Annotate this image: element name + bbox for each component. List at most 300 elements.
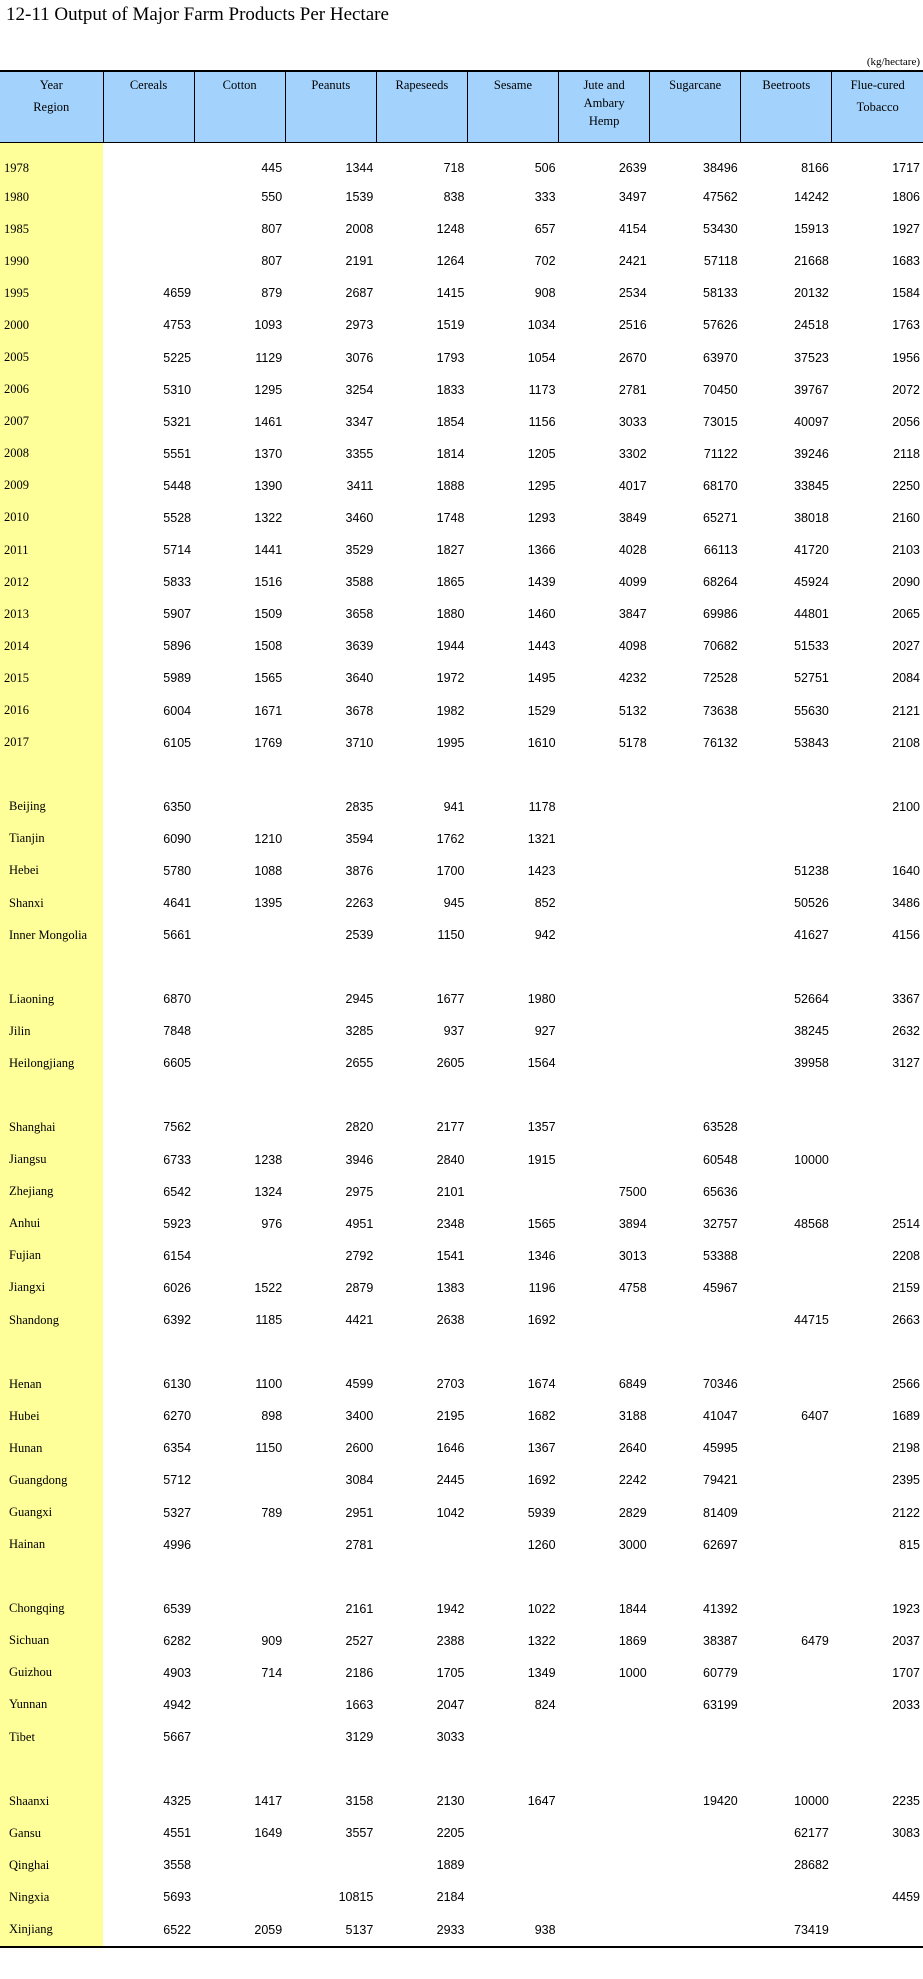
header-line: Tobacco — [856, 100, 899, 114]
table-cell: 38018 — [794, 510, 829, 525]
region-label: Sichuan — [0, 1625, 103, 1657]
table-cell: 2084 — [892, 671, 920, 686]
table-cell: 3033 — [436, 1730, 465, 1745]
table-cell: 3847 — [618, 607, 647, 622]
region-row — [0, 1657, 923, 1689]
table-cell: 1915 — [527, 1152, 556, 1167]
region-row — [0, 1914, 923, 1947]
table-cell: 57626 — [703, 318, 738, 333]
region-label: Hunan — [0, 1432, 103, 1464]
table-cell — [650, 919, 741, 951]
table-cell: 1150 — [437, 928, 465, 943]
table-cell — [741, 1721, 832, 1753]
table-cell: 2945 — [345, 992, 374, 1007]
spacer-cell — [103, 1753, 194, 1785]
table-cell: 51533 — [794, 639, 829, 654]
table-cell — [650, 1721, 741, 1753]
region-label: Inner Mongolia — [0, 919, 103, 951]
region-label: Hainan — [0, 1529, 103, 1561]
table-cell: 2639 — [618, 161, 647, 175]
page-title: 12-11 Output of Major Farm Products Per Hectare — [6, 4, 389, 25]
unit-label: (kg/hectare) — [866, 56, 920, 68]
table-cell: 3558 — [163, 1858, 192, 1873]
region-label: Anhui — [0, 1208, 103, 1240]
spacer-row — [0, 759, 923, 791]
table-cell: 815 — [899, 1537, 920, 1552]
table-cell: 1674 — [527, 1377, 556, 1392]
table-cell: 1439 — [527, 575, 556, 590]
table-cell: 4753 — [163, 318, 192, 333]
table-cell: 2632 — [892, 1024, 920, 1039]
table-cell: 58133 — [703, 286, 738, 301]
table-cell: 1762 — [436, 831, 465, 846]
year-label: 1995 — [0, 277, 103, 309]
spacer-cell — [376, 759, 467, 791]
region-row — [0, 1272, 923, 1304]
table-cell — [467, 1176, 558, 1208]
table-cell — [741, 1240, 832, 1272]
table-cell: 718 — [443, 161, 465, 175]
year-label: 2017 — [0, 727, 103, 759]
table-cell — [194, 1047, 285, 1079]
table-cell: 2059 — [194, 1914, 285, 1947]
table-cell: 3710 — [345, 735, 374, 750]
table-cell — [741, 791, 832, 823]
table-cell: 3460 — [345, 510, 374, 525]
table-cell: 2605 — [436, 1056, 465, 1071]
table-cell: 2008 — [345, 222, 374, 237]
region-label: Tibet — [0, 1721, 103, 1753]
year-label: 1978 — [0, 143, 103, 182]
table-cell: 6522 — [103, 1914, 194, 1947]
region-row — [0, 1144, 923, 1176]
year-label: 2006 — [0, 374, 103, 406]
spacer-cell — [559, 1561, 650, 1593]
table-cell: 1982 — [436, 703, 465, 718]
table-cell: 1423 — [527, 863, 556, 878]
table-cell: 1173 — [528, 382, 556, 397]
table-cell: 38387 — [703, 1633, 738, 1648]
table-cell: 7848 — [163, 1024, 192, 1039]
spacer-cell — [650, 759, 741, 791]
table-cell: 333 — [534, 190, 556, 205]
table-cell: 1366 — [527, 543, 556, 558]
table-cell: 941 — [443, 799, 465, 814]
table-cell: 37523 — [794, 350, 829, 365]
region-row — [0, 1785, 923, 1817]
table-cell: 2108 — [892, 735, 920, 750]
spacer-cell — [650, 1753, 741, 1785]
table-cell: 838 — [443, 190, 465, 205]
table-cell: 65636 — [703, 1184, 738, 1199]
spacer-cell — [285, 759, 376, 791]
table-cell — [650, 1914, 741, 1947]
table-cell: 38496 — [703, 161, 738, 175]
spacer-cell — [832, 759, 923, 791]
table-cell: 76132 — [703, 735, 738, 750]
table-cell: 1054 — [527, 350, 556, 365]
table-cell: 879 — [261, 286, 283, 301]
table-cell: 2250 — [892, 478, 920, 493]
table-cell: 6849 — [618, 1377, 647, 1392]
region-row — [0, 823, 923, 855]
table-cell: 1827 — [436, 543, 465, 558]
region-row — [0, 983, 923, 1015]
table-cell: 3588 — [345, 575, 374, 590]
table-cell: 2835 — [345, 799, 374, 814]
table-cell: 5833 — [163, 575, 192, 590]
table-cell: 1683 — [892, 254, 920, 269]
table-cell: 2121 — [892, 703, 920, 718]
region-row — [0, 1817, 923, 1849]
header-flue-cured-tobacco — [832, 71, 923, 143]
table-cell: 1395 — [254, 896, 283, 911]
table-cell: 2395 — [892, 1473, 920, 1488]
table-cell: 63528 — [703, 1120, 738, 1135]
table-cell: 702 — [534, 254, 556, 269]
table-cell: 2198 — [892, 1441, 920, 1456]
table-cell: 70346 — [703, 1377, 738, 1392]
table-cell: 927 — [534, 1024, 556, 1039]
table-cell — [194, 1529, 285, 1561]
table-cell — [741, 1368, 832, 1400]
table-cell: 1854 — [436, 414, 465, 429]
region-label: Guangdong — [0, 1464, 103, 1496]
table-cell: 5667 — [163, 1730, 192, 1745]
table-cell: 5327 — [163, 1505, 192, 1520]
table-cell: 2195 — [436, 1409, 465, 1424]
spacer-cell — [467, 1753, 558, 1785]
table-cell: 2103 — [892, 543, 920, 558]
table-cell: 1295 — [527, 478, 556, 493]
table-cell: 14242 — [794, 190, 829, 205]
region-label: Shandong — [0, 1304, 103, 1336]
table-cell: 1565 — [254, 671, 283, 686]
table-cell: 4156 — [892, 928, 920, 943]
table-cell: 445 — [261, 161, 283, 175]
table-cell: 3127 — [892, 1056, 920, 1071]
table-cell: 2205 — [436, 1826, 465, 1841]
table-cell: 2130 — [436, 1794, 465, 1809]
spacer-cell — [467, 1336, 558, 1368]
table-cell: 51238 — [794, 863, 829, 878]
table-cell: 1495 — [527, 671, 556, 686]
table-cell: 3946 — [345, 1152, 374, 1167]
spacer-cell — [741, 1561, 832, 1593]
table-cell: 3013 — [618, 1248, 647, 1263]
year-row — [0, 662, 923, 694]
table-cell: 1692 — [527, 1473, 556, 1488]
table-cell: 2703 — [436, 1377, 465, 1392]
table-cell: 1700 — [436, 863, 465, 878]
year-row — [0, 374, 923, 406]
region-row — [0, 1432, 923, 1464]
table-cell — [650, 887, 741, 919]
table-cell: 40097 — [794, 414, 829, 429]
table-cell: 6154 — [163, 1248, 192, 1263]
table-cell — [650, 1849, 741, 1881]
table-cell — [559, 983, 650, 1015]
spacer-cell — [194, 1753, 285, 1785]
region-label: Guangxi — [0, 1496, 103, 1528]
spacer-cell — [0, 759, 103, 791]
table-cell — [194, 919, 285, 951]
table-cell: 824 — [534, 1697, 556, 1712]
table-cell: 5448 — [163, 478, 192, 493]
table-cell: 2263 — [345, 896, 374, 911]
table-cell: 1210 — [254, 831, 283, 846]
table-cell: 45995 — [703, 1441, 738, 1456]
table-cell: 1100 — [255, 1377, 283, 1392]
spacer-cell — [0, 951, 103, 983]
header-peanuts — [285, 71, 376, 143]
table-cell: 1677 — [436, 992, 465, 1007]
table-cell: 937 — [443, 1024, 465, 1039]
table-cell: 7500 — [618, 1184, 647, 1199]
spacer-cell — [650, 1561, 741, 1593]
spacer-cell — [0, 1753, 103, 1785]
table-cell — [559, 1881, 650, 1913]
table-cell: 4996 — [163, 1537, 192, 1552]
table-cell: 60548 — [703, 1152, 738, 1167]
table-cell: 6870 — [163, 992, 192, 1007]
region-label: Beijing — [0, 791, 103, 823]
table-cell: 1584 — [892, 286, 920, 301]
spacer-row — [0, 1079, 923, 1111]
region-label: Tianjin — [0, 823, 103, 855]
table-cell: 19420 — [703, 1794, 738, 1809]
table-cell: 807 — [261, 254, 283, 269]
table-cell: 1357 — [527, 1120, 556, 1135]
table-cell: 3000 — [618, 1537, 647, 1552]
table-cell: 1647 — [527, 1794, 556, 1809]
table-cell — [559, 1914, 650, 1947]
table-cell: 4551 — [163, 1826, 192, 1841]
table-cell: 1717 — [892, 161, 920, 175]
table-cell: 1833 — [436, 382, 465, 397]
table-cell — [559, 1047, 650, 1079]
table-cell: 24518 — [794, 318, 829, 333]
table-cell: 62177 — [794, 1826, 829, 1841]
table-cell — [650, 1047, 741, 1079]
table-cell: 8166 — [801, 161, 829, 175]
table-cell: 2820 — [345, 1120, 374, 1135]
table-cell: 1150 — [255, 1441, 283, 1456]
spacer-cell — [741, 1753, 832, 1785]
table-cell: 3367 — [892, 992, 920, 1007]
table-cell: 6026 — [163, 1280, 192, 1295]
table-cell: 2191 — [345, 254, 374, 269]
table-cell: 1129 — [255, 350, 283, 365]
table-cell: 4017 — [618, 478, 647, 493]
table-cell: 1707 — [892, 1665, 920, 1680]
year-label: 2007 — [0, 406, 103, 438]
table-cell: 2056 — [892, 414, 920, 429]
table-cell: 2118 — [893, 446, 920, 461]
table-cell: 1663 — [345, 1697, 374, 1712]
year-row — [0, 566, 923, 598]
spacer-cell — [559, 951, 650, 983]
table-cell — [741, 1657, 832, 1689]
table-cell: 2638 — [436, 1313, 465, 1328]
table-cell: 714 — [261, 1665, 283, 1680]
table-cell: 2516 — [618, 318, 647, 333]
header-sugarcane — [650, 71, 741, 143]
table-cell: 5896 — [163, 639, 192, 654]
table-cell: 39767 — [794, 382, 829, 397]
header-line: Cotton — [222, 78, 257, 92]
region-label: Jiangxi — [0, 1272, 103, 1304]
table-cell: 53388 — [703, 1248, 738, 1263]
region-row — [0, 919, 923, 951]
year-row — [0, 213, 923, 245]
header-line: Rapeseeds — [395, 78, 449, 92]
spacer-cell — [467, 759, 558, 791]
table-cell: 2781 — [618, 382, 647, 397]
table-cell: 1022 — [527, 1601, 556, 1616]
table-cell: 2235 — [892, 1794, 920, 1809]
table-cell: 2177 — [436, 1120, 465, 1135]
table-cell: 6733 — [163, 1152, 192, 1167]
spacer-cell — [741, 759, 832, 791]
region-label: Fujian — [0, 1240, 103, 1272]
region-row — [0, 1721, 923, 1753]
table-cell: 2600 — [345, 1441, 374, 1456]
year-label: 1990 — [0, 245, 103, 277]
table-cell: 3355 — [345, 446, 374, 461]
region-label: Hubei — [0, 1400, 103, 1432]
table-cell: 5923 — [163, 1216, 192, 1231]
year-label: 1985 — [0, 213, 103, 245]
table-cell — [832, 1176, 923, 1208]
table-cell — [650, 791, 741, 823]
region-label: Jilin — [0, 1015, 103, 1047]
table-cell: 5551 — [163, 446, 192, 461]
table-cell: 41720 — [794, 543, 829, 558]
spacer-cell — [559, 1336, 650, 1368]
table-cell — [194, 983, 285, 1015]
spacer-cell — [650, 951, 741, 983]
spacer-row — [0, 1561, 923, 1593]
table-cell: 41047 — [703, 1409, 738, 1424]
year-row — [0, 630, 923, 662]
region-label: Hebei — [0, 855, 103, 887]
table-cell: 79421 — [703, 1473, 738, 1488]
region-row — [0, 1208, 923, 1240]
spacer-cell — [194, 1079, 285, 1111]
table-cell — [559, 1144, 650, 1176]
spacer-cell — [832, 951, 923, 983]
spacer-cell — [376, 1336, 467, 1368]
table-cell: 1610 — [527, 735, 556, 750]
spacer-cell — [832, 1336, 923, 1368]
table-cell: 945 — [443, 896, 465, 911]
table-cell: 1942 — [436, 1601, 465, 1616]
spacer-cell — [650, 1079, 741, 1111]
table-cell — [194, 1464, 285, 1496]
table-cell: 976 — [261, 1216, 283, 1231]
table-cell: 45967 — [703, 1280, 738, 1295]
region-label: Gansu — [0, 1817, 103, 1849]
table-cell: 3658 — [345, 607, 374, 622]
table-body — [0, 143, 923, 1947]
table-cell — [467, 1849, 558, 1881]
region-row — [0, 1240, 923, 1272]
table-cell: 5132 — [618, 703, 647, 718]
table-cell: 1529 — [527, 703, 556, 718]
table-cell: 2670 — [618, 350, 647, 365]
table-cell: 2840 — [436, 1152, 465, 1167]
spacer-cell — [194, 951, 285, 983]
table-cell: 69986 — [703, 607, 738, 622]
header-line: Region — [33, 100, 70, 114]
table-cell: 52664 — [794, 992, 829, 1007]
table-cell: 1042 — [436, 1505, 465, 1520]
table-cell: 1814 — [436, 446, 465, 461]
year-row — [0, 406, 923, 438]
spacer-cell — [559, 1753, 650, 1785]
table-cell: 3285 — [345, 1024, 374, 1039]
table-cell — [741, 1529, 832, 1561]
table-cell: 63970 — [703, 350, 738, 365]
table-cell: 1763 — [892, 318, 920, 333]
table-cell: 1156 — [528, 414, 556, 429]
table-cell: 5137 — [285, 1914, 376, 1947]
spacer-cell — [103, 1561, 194, 1593]
table-cell — [194, 1111, 285, 1143]
table-cell: 52751 — [794, 671, 829, 686]
table-cell: 6270 — [163, 1409, 192, 1424]
table-cell — [376, 1529, 467, 1561]
table-cell: 1344 — [345, 161, 374, 175]
spacer-cell — [103, 951, 194, 983]
table-cell: 6090 — [163, 831, 192, 846]
table-cell: 2101 — [436, 1184, 465, 1199]
spacer-cell — [0, 1079, 103, 1111]
table-cell: 1541 — [436, 1248, 465, 1263]
header-line: Jute and — [583, 78, 625, 92]
table-cell: 5989 — [163, 671, 192, 686]
table-cell — [832, 1721, 923, 1753]
table-cell: 5528 — [163, 510, 192, 525]
table-cell: 1880 — [436, 607, 465, 622]
table-cell: 1865 — [436, 575, 465, 590]
table-cell: 1980 — [527, 992, 556, 1007]
table-cell: 1417 — [254, 1794, 283, 1809]
table-cell: 3158 — [345, 1794, 374, 1809]
table-cell: 4232 — [618, 671, 647, 686]
table-cell — [650, 983, 741, 1015]
table-cell — [467, 1721, 558, 1753]
region-label: Chongqing — [0, 1593, 103, 1625]
table-cell — [650, 1015, 741, 1047]
table-cell: 1869 — [618, 1633, 647, 1648]
header-year-region — [0, 71, 103, 143]
region-row — [0, 1849, 923, 1881]
table-cell: 68170 — [703, 478, 738, 493]
table-cell: 2160 — [892, 510, 920, 525]
table-cell: 4903 — [163, 1665, 192, 1680]
table-cell: 5714 — [163, 543, 192, 558]
table-cell: 5321 — [163, 414, 192, 429]
table-cell: 45924 — [794, 575, 829, 590]
table-cell: 81409 — [703, 1505, 738, 1520]
spacer-cell — [103, 759, 194, 791]
table-cell: 1927 — [892, 222, 920, 237]
table-cell: 506 — [534, 161, 556, 175]
year-row — [0, 470, 923, 502]
table-cell: 70682 — [703, 639, 738, 654]
